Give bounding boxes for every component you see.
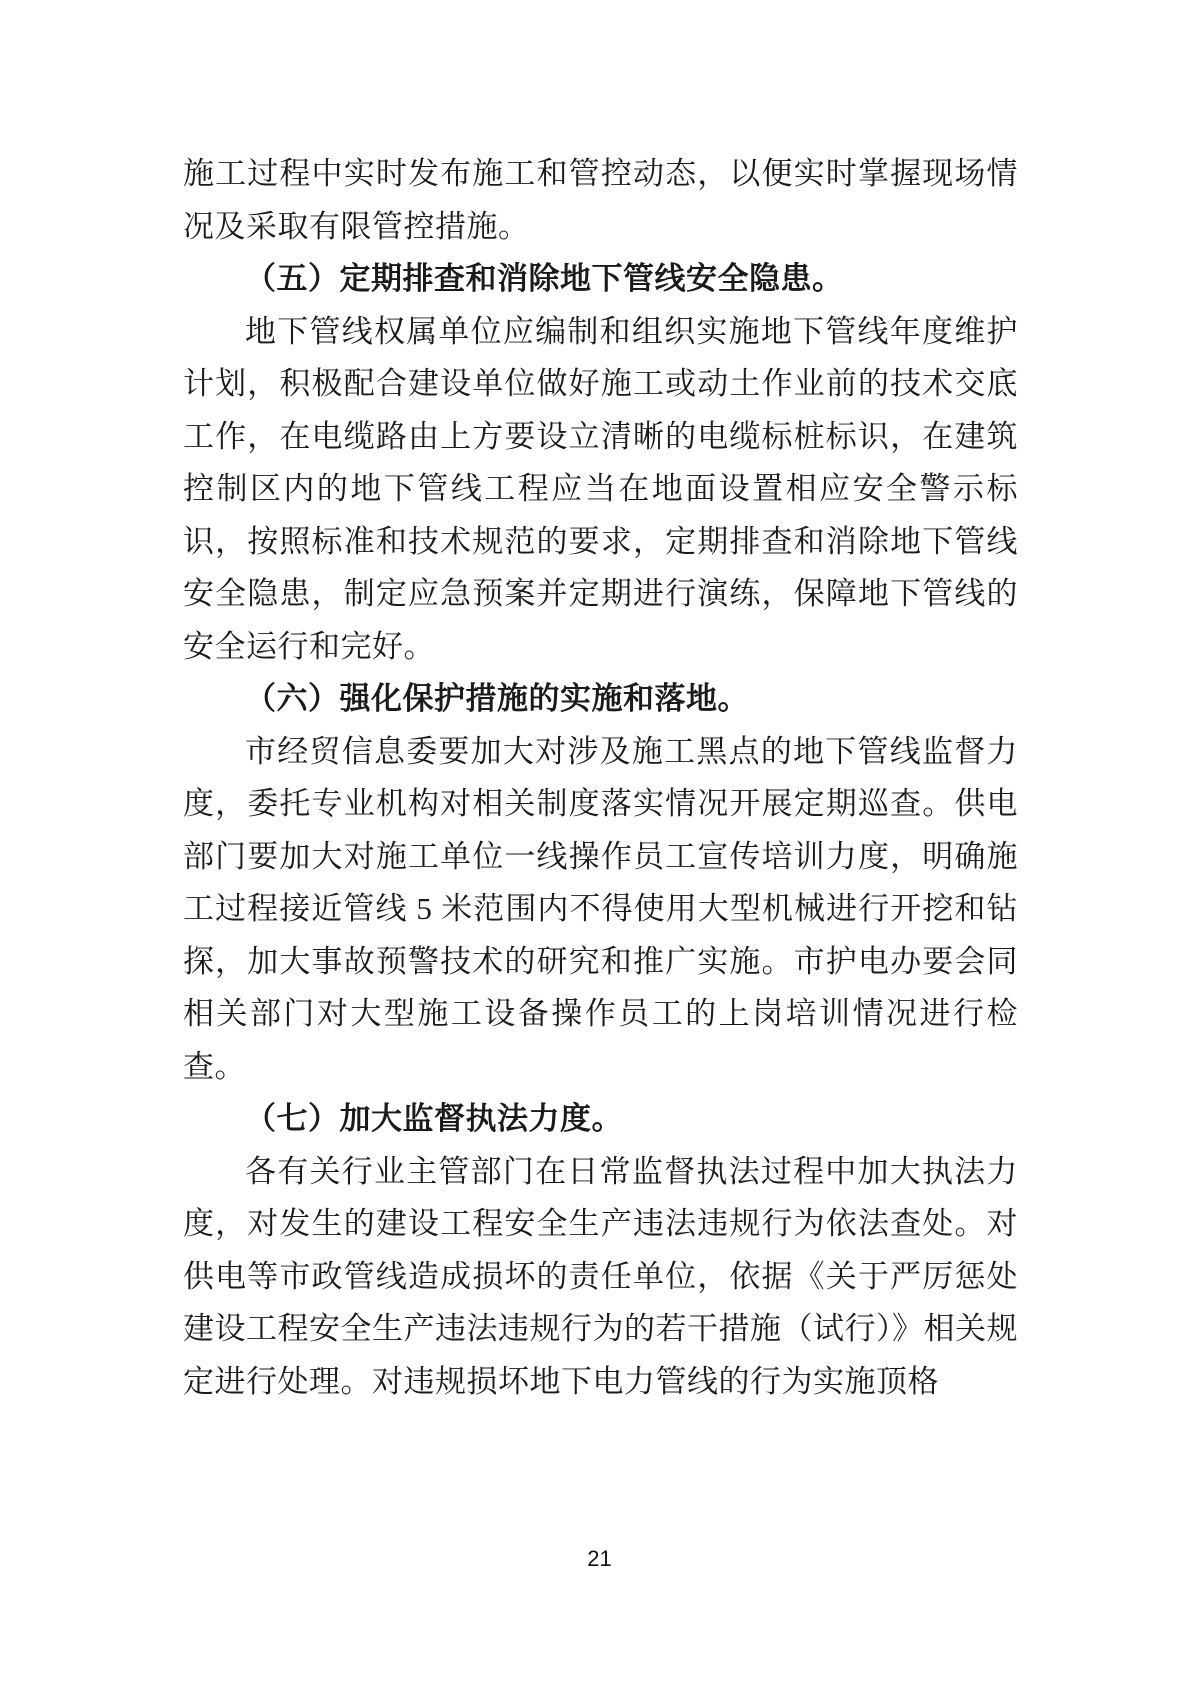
paragraph-section-5: 地下管线权属单位应编制和组织实施地下管线年度维护计划，积极配合建设单位做好施工或动土作业前的技术交底工作，在电缆路由上方要设立清晰的电缆标桩标识，在建筑控制区内的地下管线工程应当在地面设置相应安全警示标识，按照标准和技术规范的要求，定期排查和消除地下管线安全隐患，制定应急预案并定期进行演练，保障地下管线的安全运行和完好。	[183, 313, 1018, 664]
section-heading-6: （六）强化保护措施的实施和落地。	[245, 681, 749, 716]
page-number: 21	[587, 1546, 612, 1571]
paragraph-section-7: 各有关行业主管部门在日常监督执法过程中加大执法力度，对发生的建设工程安全生产违法违规行为依法查处。对供电等市政管线造成损坏的责任单位，依据《关于严厉惩处建设工程安全生产违法违规行为的若干措施（试行）》相关规定进行处理。对违规损坏地下电力管线的行为实施顶格	[183, 1153, 1018, 1399]
document-body	[183, 148, 1018, 1408]
paragraph-continuation: 施工过程中实时发布施工和管控动态，以便实时掌握现场情况及采取有限管控措施。	[183, 156, 1018, 244]
section-heading-5: （五）定期排查和消除地下管线安全隐患。	[245, 261, 844, 296]
paragraph-section-6: 市经贸信息委要加大对涉及施工黑点的地下管线监督力度，委托专业机构对相关制度落实情况开展定期巡查。供电部门要加大对施工单位一线操作员工宣传培训力度，明确施工过程接近管线 5 米范围内不得使用大型机械进行开挖和钻探，加大事故预警技术的研究和推广实施。市护电办要会同相关部门对大型施工设备操作员工的上岗培训情况进行检查。	[183, 733, 1018, 1084]
section-heading-7: （七）加大监督执法力度。	[245, 1101, 623, 1136]
